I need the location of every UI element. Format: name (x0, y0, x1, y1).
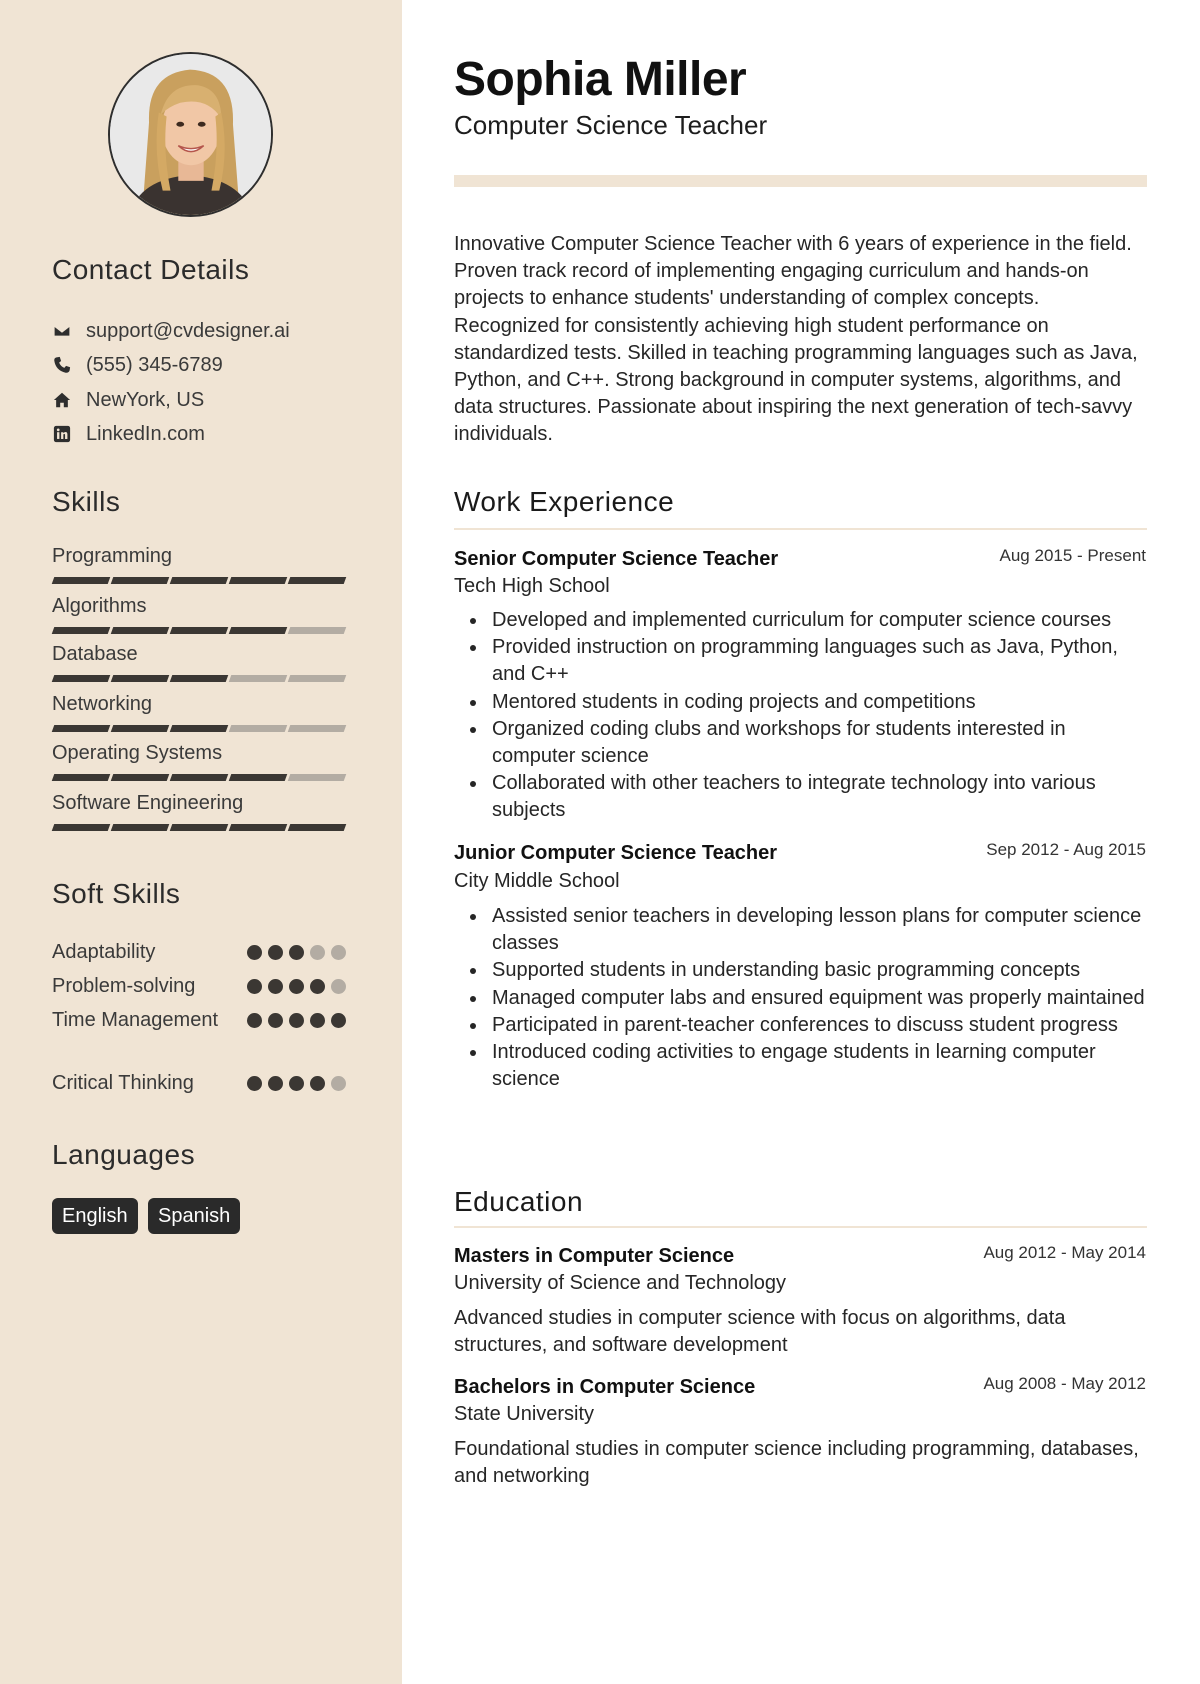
skill-name: Algorithms (52, 595, 147, 617)
skill-bar-filled (111, 725, 170, 732)
phone-icon (52, 355, 72, 375)
list-item: Organized coding clubs and workshops for students interested in computer science (454, 716, 1154, 770)
skill-name: Database (52, 643, 138, 665)
skill-bar-filled (229, 774, 288, 781)
contact-linkedin-text: LinkedIn.com (86, 422, 205, 445)
skill-bar-filled (52, 824, 111, 831)
education-description: Advanced studies in computer science with focus on algorithms, data structures, and software development (454, 1307, 1066, 1357)
skill-bar-filled (111, 824, 170, 831)
level-dot-filled (268, 945, 283, 960)
level-dot-empty (331, 1076, 346, 1091)
job-bullets (454, 607, 1154, 825)
education-school: State University (454, 1403, 595, 1425)
languages-heading: Languages (52, 1139, 196, 1170)
skill-bar-filled (229, 824, 288, 831)
job-bullets (454, 903, 1154, 1093)
skill-bar-filled (111, 675, 170, 682)
level-dot-empty (331, 945, 346, 960)
contact-phone[interactable] (52, 352, 223, 378)
language-pill-spanish: Spanish (148, 1198, 240, 1234)
level-dot-filled (289, 1013, 304, 1028)
education-degree: Masters in Computer Science (454, 1245, 735, 1267)
level-dot-filled (331, 1013, 346, 1028)
skill-bar-filled (52, 774, 111, 781)
contact-linkedin[interactable] (52, 421, 205, 447)
job-organization: Tech High School (454, 575, 610, 597)
soft-skill-name: Adaptability (52, 941, 156, 963)
skill-name: Programming (52, 545, 173, 567)
skill-bar-filled (229, 627, 288, 634)
contact-email[interactable] (52, 318, 290, 344)
list-item: Managed computer labs and ensured equipment was properly maintained (454, 985, 1154, 1012)
soft-skill-level-dots (247, 1076, 347, 1092)
contact-phone-text: (555) 345-6789 (86, 353, 223, 376)
candidate-name: Sophia Miller (454, 53, 747, 106)
level-dot-filled (310, 1076, 325, 1091)
skill-level-bars (53, 675, 349, 683)
skill-bar-filled (170, 627, 229, 634)
level-dot-filled (310, 979, 325, 994)
soft-skill-level-dots (247, 979, 347, 995)
education-heading: Education (454, 1186, 584, 1217)
skill-bar-filled (52, 577, 111, 584)
level-dot-filled (268, 979, 283, 994)
skill-bar-empty (288, 725, 347, 732)
soft-skill-name: Critical Thinking (52, 1072, 194, 1094)
avatar (108, 52, 273, 217)
skill-bar-filled (111, 774, 170, 781)
list-item: Developed and implemented curriculum for computer science courses (454, 607, 1154, 634)
education-dates: Aug 2012 - May 2014 (983, 1243, 1146, 1262)
skill-bar-filled (229, 577, 288, 584)
contact-location-text: NewYork, US (86, 388, 205, 411)
level-dot-filled (289, 979, 304, 994)
level-dot-empty (310, 945, 325, 960)
skill-name: Software Engineering (52, 792, 244, 814)
list-item: Mentored students in coding projects and competitions (454, 689, 1154, 716)
job-title: Senior Computer Science Teacher (454, 548, 779, 570)
skill-bar-filled (170, 675, 229, 682)
level-dot-filled (247, 1013, 262, 1028)
list-item: Collaborated with other teachers to integrate technology into various subjects (454, 770, 1154, 824)
skill-bar-filled (170, 824, 229, 831)
education-divider (454, 1226, 1147, 1228)
level-dot-filled (289, 1076, 304, 1091)
soft-skill-name: Problem-solving (52, 975, 196, 997)
skill-name: Operating Systems (52, 742, 223, 764)
job-dates: Sep 2012 - Aug 2015 (986, 840, 1146, 859)
skill-bar-empty (288, 774, 347, 781)
skill-bar-filled (288, 824, 347, 831)
level-dot-filled (268, 1076, 283, 1091)
envelope-icon (52, 321, 72, 341)
list-item: Assisted senior teachers in developing lesson plans for computer science classes (454, 903, 1154, 957)
work-experience-divider (454, 528, 1147, 530)
skill-bar-filled (170, 774, 229, 781)
contact-heading: Contact Details (52, 254, 250, 285)
list-item: Provided instruction on programming languages such as Java, Python, and C++ (454, 634, 1154, 688)
contact-location (52, 387, 204, 413)
soft-skill-name: Time Management (52, 1009, 218, 1031)
skill-bar-empty (288, 627, 347, 634)
soft-skills-heading: Soft Skills (52, 878, 181, 909)
skill-bar-filled (170, 577, 229, 584)
soft-skill-level-dots (247, 1013, 347, 1029)
skill-name: Networking (52, 693, 153, 715)
home-icon (52, 390, 72, 410)
skill-bar-filled (52, 725, 111, 732)
skill-bar-empty (229, 725, 288, 732)
skill-level-bars (53, 627, 349, 635)
skills-heading: Skills (52, 486, 121, 517)
level-dot-filled (289, 945, 304, 960)
skill-bar-filled (111, 577, 170, 584)
skill-bar-filled (52, 675, 111, 682)
skill-bar-filled (288, 577, 347, 584)
skill-level-bars (53, 774, 349, 782)
job-organization: City Middle School (454, 870, 620, 892)
skill-bar-filled (52, 627, 111, 634)
skill-level-bars (53, 577, 349, 585)
title-divider (454, 175, 1147, 187)
language-pill-english: English (52, 1198, 138, 1234)
level-dot-filled (268, 1013, 283, 1028)
job-title: Junior Computer Science Teacher (454, 842, 778, 864)
list-item: Introduced coding activities to engage students in learning computer science (454, 1039, 1154, 1093)
level-dot-filled (247, 945, 262, 960)
soft-skill-level-dots (247, 945, 347, 961)
education-description: Foundational studies in computer science including programming, databases, and networking (454, 1438, 1139, 1488)
education-dates: Aug 2008 - May 2012 (983, 1374, 1146, 1393)
candidate-title: Computer Science Teacher (454, 110, 768, 140)
skill-bar-filled (111, 627, 170, 634)
contact-email-text: support@cvdesigner.ai (86, 319, 290, 342)
sidebar (0, 0, 402, 1684)
level-dot-filled (247, 1076, 262, 1091)
level-dot-empty (331, 979, 346, 994)
profile-photo (110, 54, 271, 215)
skill-level-bars (53, 725, 349, 733)
summary-text: Innovative Computer Science Teacher with 6 years of experience in the field. Proven track record of implementing engaging curriculum and hands-on projects to enhance students' understanding of complex concepts. Recognized for consistently achieving high student performance on standardized tests. Skilled in teaching programming languages such as Java, Python, and C++. Strong background in computer systems, algorithms, and data structures. Passionate about inspiring the next generation of tech-savvy individuals. (454, 233, 1138, 446)
work-experience-heading: Work Experience (454, 486, 675, 517)
skill-bar-empty (288, 675, 347, 682)
level-dot-filled (310, 1013, 325, 1028)
list-item: Supported students in understanding basic programming concepts (454, 957, 1154, 984)
linkedin-icon (52, 424, 72, 444)
job-dates: Aug 2015 - Present (999, 546, 1146, 565)
skill-level-bars (53, 824, 349, 832)
level-dot-filled (247, 979, 262, 994)
skill-bar-filled (170, 725, 229, 732)
list-item: Participated in parent-teacher conferences to discuss student progress (454, 1012, 1154, 1039)
education-degree: Bachelors in Computer Science (454, 1376, 756, 1398)
skill-bar-empty (229, 675, 288, 682)
education-school: University of Science and Technology (454, 1272, 787, 1294)
